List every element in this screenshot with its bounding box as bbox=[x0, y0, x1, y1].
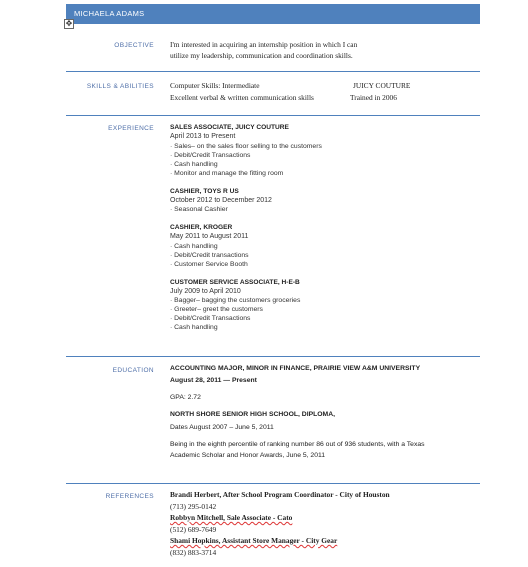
objective-label: OBJECTIVE bbox=[114, 42, 154, 49]
job-duty: · Debit/Credit transactions bbox=[170, 251, 249, 259]
skill-item: JUICY COUTURE bbox=[353, 81, 411, 90]
reference-phone: (713) 295-0142 bbox=[170, 501, 217, 511]
experience-body bbox=[170, 123, 480, 341]
job-duty: · Cash handling bbox=[170, 324, 218, 331]
job-title: CUSTOMER SERVICE ASSOCIATE, H-E-B bbox=[170, 278, 300, 286]
references-label: REFERENCES bbox=[105, 493, 154, 500]
job-duty: · Customer Service Booth bbox=[170, 260, 248, 268]
job-duty: · Bagger– bagging the customers groceries bbox=[170, 297, 301, 304]
job-dates: April 2013 to Present bbox=[170, 133, 236, 140]
job-duty: · Debit/Credit Transactions bbox=[170, 315, 251, 322]
degree-title: ACCOUNTING MAJOR, MINOR IN FINANCE, PRAIRIE VIEW A&M UNIVERSITY bbox=[170, 365, 421, 372]
job-duty: · Cash handling bbox=[170, 242, 218, 250]
reference-phone: (512) 689-7649 bbox=[170, 524, 217, 534]
reference-name: Shami Hopkins, Assistant Store Manager - City Gear bbox=[170, 536, 338, 545]
header-bar bbox=[66, 4, 480, 24]
education-label: EDUCATION bbox=[112, 367, 154, 374]
job-entry bbox=[170, 123, 480, 178]
objective-line: utilize my leadership, communication and coordination skills. bbox=[170, 50, 353, 60]
reference-phone: (832) 883-3714 bbox=[170, 547, 217, 557]
reference-name: Brandi Herbert, After School Program Coordinator - City of Houston bbox=[170, 490, 390, 499]
education-body bbox=[170, 364, 480, 460]
job-title: SALES ASSOCIATE, JUICY COUTURE bbox=[170, 124, 289, 131]
job-duty: · Sales– on the sales floor selling to the customers bbox=[170, 142, 322, 150]
divider bbox=[66, 71, 480, 72]
academic-note: Academic Scholar and Honor Awards, June 5, 2011 bbox=[170, 452, 326, 459]
reference-name: Robbyn Mitchell, Sale Associate - Cato bbox=[170, 513, 293, 522]
job-duty: · Greeter– greet the customers bbox=[170, 306, 263, 313]
academic-note: Being in the eighth percentile of ranking number 86 out of 936 students, with a Texas bbox=[170, 441, 425, 448]
job-entry bbox=[170, 278, 480, 333]
skills-body bbox=[170, 81, 480, 105]
divider bbox=[66, 115, 480, 116]
experience-label: EXPERIENCE bbox=[108, 125, 154, 132]
skill-item: Computer Skills: Intermediate bbox=[170, 81, 260, 90]
job-entry bbox=[170, 187, 480, 215]
degree-dates: August 28, 2011 — Present bbox=[170, 377, 257, 384]
school-title: NORTH SHORE SENIOR HIGH SCHOOL, DIPLOMA, bbox=[170, 411, 336, 418]
job-title: CASHIER, TOYS R US bbox=[170, 187, 239, 195]
school-dates: Dates August 2007 – June 5, 2011 bbox=[170, 424, 274, 431]
references-body bbox=[170, 489, 480, 558]
job-duty: · Monitor and manage the fitting room bbox=[170, 169, 284, 177]
resume-name: MICHAELA ADAMS bbox=[74, 9, 145, 18]
job-title: CASHIER, KROGER bbox=[170, 224, 233, 231]
job-dates: May 2011 to August 2011 bbox=[170, 233, 249, 240]
table-move-handle-icon[interactable]: ✥ bbox=[65, 19, 73, 28]
job-dates: July 2009 to April 2010 bbox=[170, 287, 241, 295]
skills-label: SKILLS & ABILITIES bbox=[86, 83, 154, 90]
divider bbox=[66, 483, 480, 484]
skills-row bbox=[170, 81, 480, 93]
job-duty: · Cash handling bbox=[170, 160, 218, 168]
job-duty: · Seasonal Cashier bbox=[170, 206, 228, 213]
divider bbox=[66, 356, 480, 357]
objective-text bbox=[170, 40, 480, 61]
job-entry bbox=[170, 223, 480, 269]
gpa: GPA: 2.72 bbox=[170, 394, 201, 401]
skill-item: Trained in 2006 bbox=[350, 93, 397, 102]
skill-item: Excellent verbal & written communication skills bbox=[170, 93, 314, 102]
job-duty: · Debit/Credit Transactions bbox=[170, 151, 251, 159]
job-dates: October 2012 to December 2012 bbox=[170, 196, 272, 204]
objective-line: I'm interested in acquiring an internship position in which I can bbox=[170, 40, 358, 49]
skills-row bbox=[170, 93, 480, 105]
